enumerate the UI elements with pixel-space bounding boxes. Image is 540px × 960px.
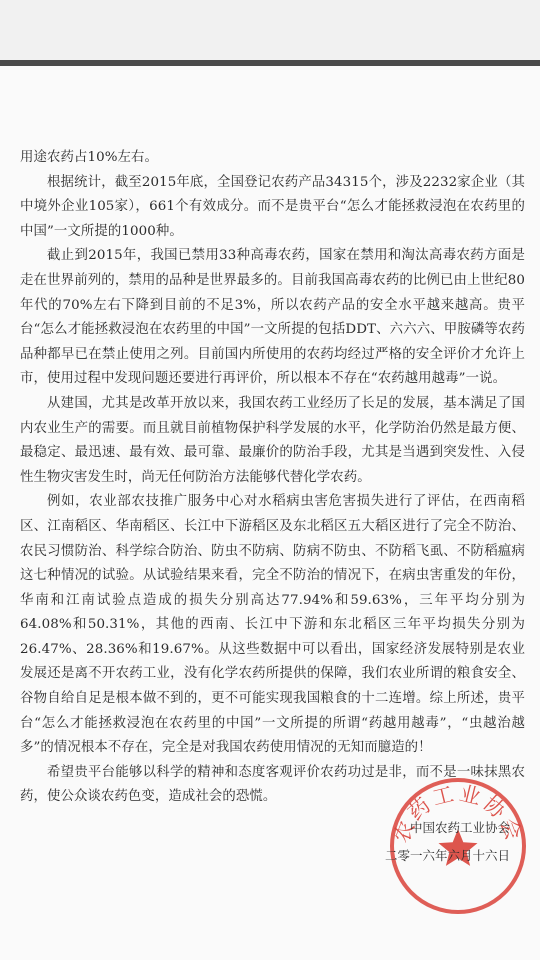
signature-block: [340, 814, 510, 870]
paragraph-3: 截止到2015年，我国已禁用33种高毒农药，国家在禁用和淘汰高毒农药方面是走在世界前列的，禁用的品种是世界最多的。目前我国高毒农药的比例已由上世纪80年代的70%左右下降到目前的不足3%，所以农药产品的安全水平越来越高。贵平台“怎么才能拯救浸泡在农药里的中国”一文所提的包括DDT、六六六、甲胺磷等农药品种都早已在禁止使用之列。目前国内所使用的农药均经过严格的安全评价才允许上市，使用过程中发现问题还要进行再评价，所以根本不存在“农药越用越毒”一说。: [20, 248, 525, 387]
signature-org: 中国农药工业协会: [409, 820, 510, 835]
document-page: [0, 66, 540, 960]
paragraph-2: 根据统计，截至2015年底，全国登记农药产品34315个，涉及2232家企业（其中境外企业105家），661个有效成分。而不是贵平台“怎么才能拯救浸泡在农药里的中国”一文所提的1000种。: [20, 174, 525, 239]
seal-text: 农药工业协会: [389, 781, 527, 847]
paragraph-4: 从建国，尤其是改革开放以来，我国农药工业经历了长足的发展，基本满足了国内农业生产的需要。而且就目前植物保护科学发展的水平，化学防治仍然是最方便、最稳定、最迅速、最有效、最可靠、最廉价的防治手段，尤其是当遇到突发性、入侵性生物灾害发生时，尚无任何防治方法能够代替化学农药。: [20, 395, 525, 485]
signature-date: 二零一六年六月十六日: [384, 848, 510, 863]
viewer-top-bar: [0, 0, 540, 62]
paragraph-5: 例如，农业部农技推广服务中心对水稻病虫害危害损失进行了评估，在西南稻区、江南稻区、华南稻区、长江中下游稻区及东北稻区五大稻区进行了完全不防治、农民习惯防治、科学综合防治、防虫不防病、防病不防虫、不防稻飞虱、不防稻瘟病这七种情况的试验。从试验结果来看，完全不防治的情况下，在病虫害重发的年份，华南和江南试验点造成的损失分别高达77.94%和59.63%，三年平均分别为64.08%和50.31%，其他的西南、长江中下游和东北稻区三年平均损失分别为26.47%、28.36%和19.67%。从这些数据中可以看出，国家经济发展特别是农业发展还是离不开农药工业，没有化学农药所提供的保障，我们农业所谓的粮食安全、谷物自给自足是根本做不到的，更不可能实现我国粮食的十二连增。综上所述，贵平台“怎么才能拯救浸泡在农药里的中国”一文所提的所谓“药越用越毒”，“虫越治越多”的情况根本不存在，完全是对我国农药使用情况的无知而臆造的！: [20, 494, 525, 756]
letter-body: [20, 146, 525, 810]
paragraph-1: 用途农药占10%左右。: [20, 150, 158, 165]
paragraph-6: 希望贵平台能够以科学的精神和态度客观评价农药功过是非，而不是一味抹黑农药，使公众谈农药色变，造成社会的恐慌。: [20, 764, 525, 805]
